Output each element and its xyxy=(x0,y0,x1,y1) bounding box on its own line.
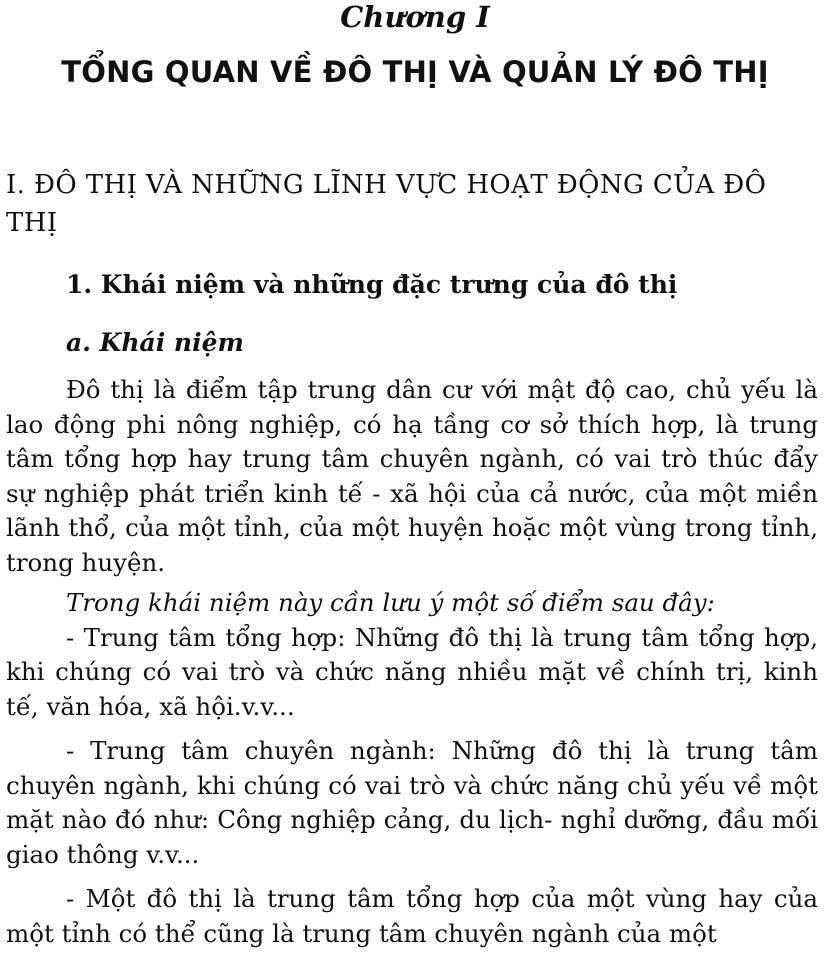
note-paragraph: Trong khái niệm này cần lưu ý một số điểm sau đây: xyxy=(66,588,715,617)
subsubsection-heading: a. Khái niệm xyxy=(66,328,244,357)
section-heading: I. ĐÔ THỊ VÀ NHỮNG LĨNH VỰC HOẠT ĐỘNG CỦA ĐÔ THỊ xyxy=(6,170,767,238)
both-centers-paragraph: - Một đô thị là trung tâm tổng hợp của một vùng hay của một tỉnh có thể cũng là trung tâm chuyên ngành của một xyxy=(6,884,818,948)
specialized-center-paragraph: - Trung tâm chuyên ngành: Những đô thị là trung tâm chuyên ngành, khi chúng có vai trò và chức năng chủ yếu về một mặt nào đó như: Công nghiệp cảng, du lịch- nghỉ dưỡng, đầu mối giao thông v.v... xyxy=(6,736,818,869)
body-text xyxy=(6,373,818,951)
definition-paragraph: Đô thị là điểm tập trung dân cư với mật độ cao, chủ yếu là lao động phi nông nghiệp, có hạ tầng cơ sở thích hợp, là trung tâm tổng hợp hay trung tâm chuyên ngành, có vai trò thúc đẩy sự nghiệp phát triển kinh tế - xã hội của cả nước, của một miền lãnh thổ, của một tỉnh, của một huyện hoặc một vùng trong tỉnh, trong huyện. xyxy=(6,375,818,577)
general-center-paragraph: - Trung tâm tổng hợp: Những đô thị là trung tâm tổng hợp, khi chúng có vai trò và chức năng nhiều mặt về chính trị, kinh tế, văn hóa, xã hội.v.v... xyxy=(6,622,818,721)
chapter-label: Chương I xyxy=(340,0,490,34)
subsection-heading: 1. Khái niệm và những đặc trưng của đô thị xyxy=(66,270,678,299)
chapter-title: TỔNG QUAN VỀ ĐÔ THỊ VÀ QUẢN LÝ ĐÔ THỊ xyxy=(61,55,769,89)
